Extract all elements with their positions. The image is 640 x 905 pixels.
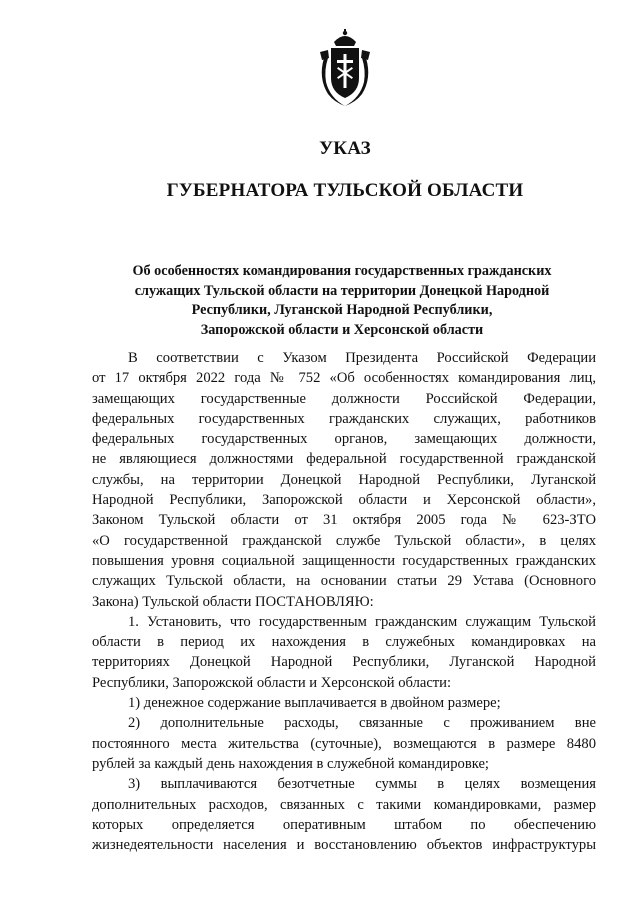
body-line: жизнедеятельности населения и восстановлению объектов инфраструктуры — [92, 837, 596, 854]
body-line: федеральных государственных гражданских служащих, работников — [92, 410, 596, 427]
body-line: постоянного места жительства (суточные), возмещаются в размере 8480 — [92, 735, 596, 752]
body-line: 1. Установить, что государственным гражданским служащим Тульской — [128, 613, 596, 630]
subject-line: Республики, Луганской Народной Республики, — [191, 302, 493, 318]
decree-title: УКАЗ — [319, 138, 371, 159]
body-line: Республики, Запорожской области и Херсонской области: — [92, 674, 452, 691]
subject-line: служащих Тульской области на территории Донецкой Народной — [134, 282, 550, 299]
body-line: «О государственной гражданской службе Тульской области», в целях — [92, 532, 596, 549]
body-line: федеральных государственных органов, замещающих должности, — [92, 431, 596, 448]
body-line: от 17 октября 2022 года № 752 «Об особенностях командирования лиц, — [92, 370, 596, 387]
body-line: службы, на территории Донецкой Народной Республики, Луганской — [92, 471, 596, 488]
issuer-title: ГУБЕРНАТОРА ТУЛЬСКОЙ ОБЛАСТИ — [166, 180, 524, 201]
body-line: рублей за каждый день нахождения в служебной командировке; — [92, 755, 489, 772]
subject-line: Запорожской области и Херсонской области — [200, 321, 484, 338]
body-line: замещающих государственные должности Российской Федерации, — [92, 390, 596, 407]
body-line: 1) денежное содержание выплачивается в двойном размере; — [128, 695, 501, 712]
body-line: 2) дополнительные расходы, связанные с проживанием вне — [128, 715, 596, 732]
tula-coat-of-arms-icon — [314, 28, 376, 108]
body-line: дополнительных расходов, связанных с такими командировками, размер — [92, 796, 596, 813]
body-line: 3) выплачиваются безотчетные суммы в целях возмещения — [128, 776, 596, 793]
body-line: Народной Республики, Запорожской области и Херсонской области», — [92, 492, 596, 509]
body-line: Закона) Тульской области ПОСТАНОВЛЯЮ: — [92, 593, 374, 610]
body-line: которых определяется оперативным штабом по обеспечению — [92, 816, 596, 833]
body-line: не являющиеся должностями федеральной государственной гражданской — [92, 451, 596, 468]
body-line: территориях Донецкой Народной Республики, Луганской Народной — [92, 654, 596, 671]
body-line: В соответствии с Указом Президента Российской Федерации — [128, 350, 596, 366]
decree-subject — [92, 262, 592, 340]
decree-body — [92, 348, 596, 855]
body-line: повышения уровня социальной защищенности государственных гражданских — [92, 552, 596, 569]
body-line: области в период их нахождения в служебных командировках на — [92, 634, 596, 651]
body-line: Законом Тульской области от 31 октября 2005 года № 623-ЗТО — [92, 512, 596, 529]
subject-line: Об особенностях командирования государственных гражданских — [132, 263, 552, 279]
body-line: служащих Тульской области, на основании статьи 29 Устава (Основного — [92, 573, 596, 590]
